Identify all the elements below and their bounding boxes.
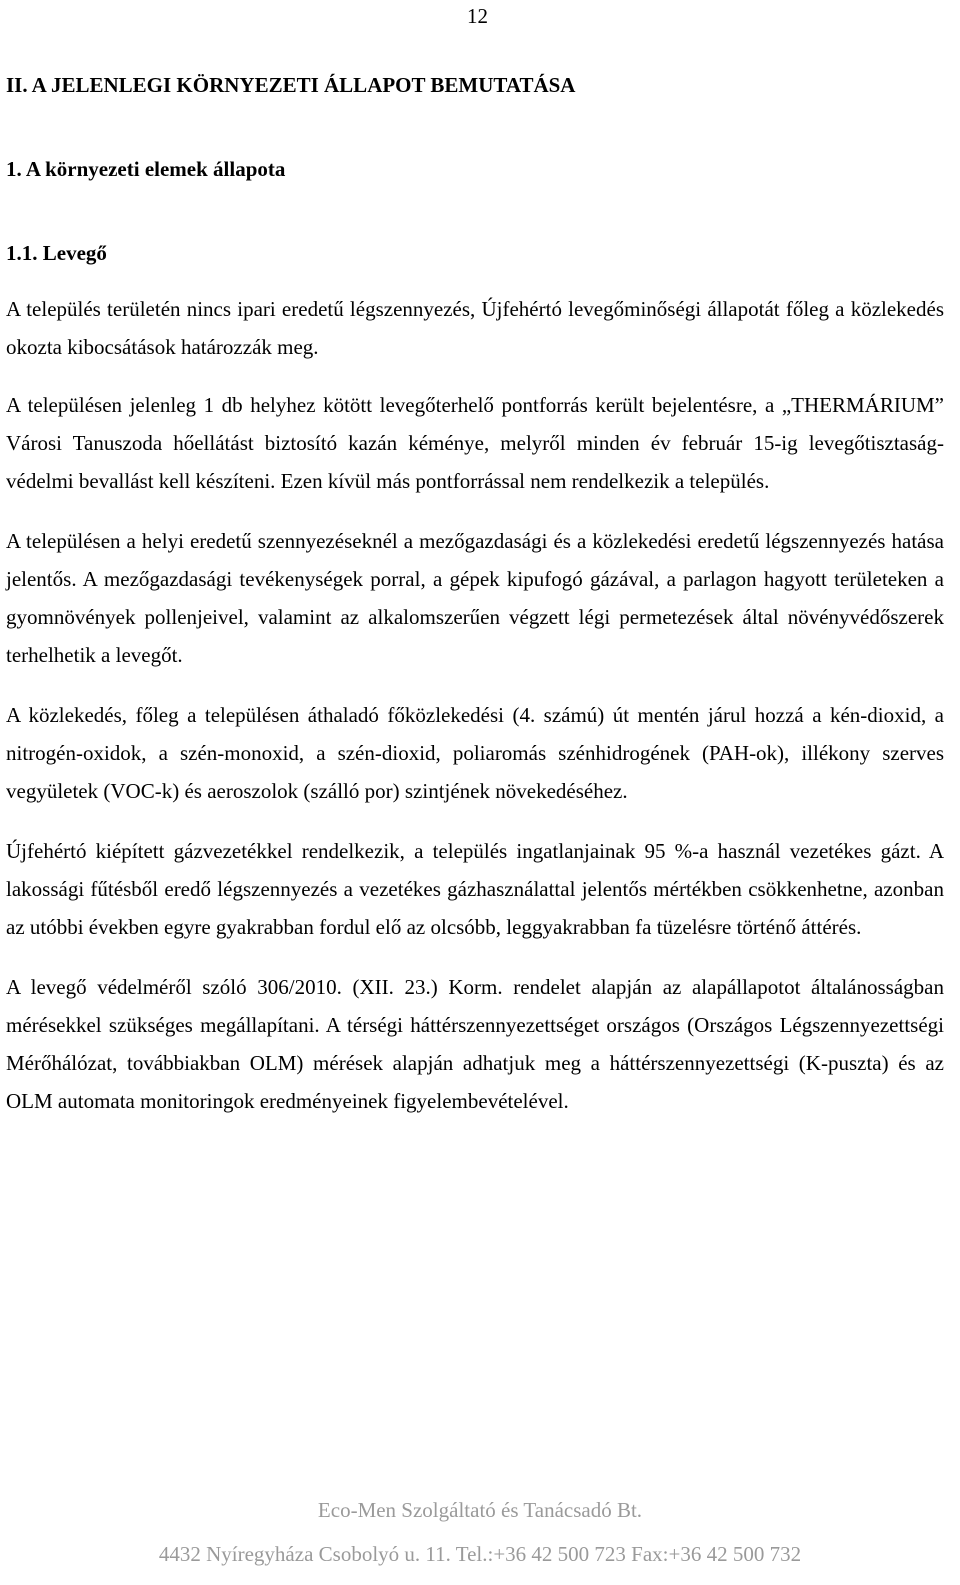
paragraph: Újfehértó kiépített gázvezetékkel rendelkezik, a település ingatlanjainak 95 %-a használ vezetékes gázt. A lakossági fűtésből eredő légszennyezés a vezetékes gázhasználattal jelentős mértékben csökkenhetne, azonban az utóbbi években egyre gyakrabban fordul elő az olcsóbb, leggyakrabban fa tüzelésre történő áttérés.: [6, 839, 944, 939]
chapter-heading: II. A JELENLEGI KÖRNYEZETI ÁLLAPOT BEMUTATÁSA: [6, 73, 576, 97]
section-heading: 1. A környezeti elemek állapota: [6, 157, 286, 181]
footer-contact-info: 4432 Nyíregyháza Csobolyó u. 11. Tel.:+36 42 500 723 Fax:+36 42 500 732: [158, 1542, 802, 1566]
page-number: 12: [467, 4, 488, 28]
subsection-heading: 1.1. Levegő: [6, 241, 107, 265]
footer-company-name: Eco-Men Szolgáltató és Tanácsadó Bt.: [317, 1498, 643, 1522]
paragraph: A levegő védelméről szóló 306/2010. (XII. 23.) Korm. rendelet alapján az alapállapotot általánosságban mérésekkel szükséges megállapítani. A térségi háttérszennyezettséget országos (Országos Légszennyezettségi Mérőhálózat, továbbiakban OLM) mérések alapján adhatjuk meg a háttérszennyezettségi (K-puszta) és az OLM automata monitoringok eredményeinek figyelembevételével.: [6, 975, 944, 1113]
paragraph: A településen a helyi eredetű szennyezéseknél a mezőgazdasági és a közlekedési eredetű légszennyezés hatása jelentős. A mezőgazdasági tevékenységek porral, a gépek kipufogó gázával, a parlagon hagyott területeken a gyomnövények pollenjeivel, valamint az alkalomszerűen végzett légi permetezések által növényvédőszerek terhelhetik a levegőt.: [6, 529, 944, 667]
paragraph: A településen jelenleg 1 db helyhez kötött levegőterhelő pontforrás került bejelentésre, a „THERMÁRIUM” Városi Tanuszoda hőellátást biztosító kazán kéménye, melyről minden év február 15-ig levegőtisztaság-védelmi bevallást kell készíteni. Ezen kívül más pontforrással nem rendelkezik a település.: [6, 393, 944, 493]
paragraph: A közlekedés, főleg a településen áthaladó főközlekedési (4. számú) út mentén járul hozzá a kén-dioxid, a nitrogén-oxidok, a szén-monoxid, a szén-dioxid, poliaromás szénhidrogének (PAH-ok), illékony szerves vegyületek (VOC-k) és aeroszolok (szálló por) szintjének növekedéséhez.: [6, 703, 944, 803]
paragraph: A település területén nincs ipari eredetű légszennyezés, Újfehértó levegőminőségi állapotát főleg a közlekedés okozta kibocsátások határozzák meg.: [6, 297, 944, 359]
document-body: [6, 72, 944, 1142]
